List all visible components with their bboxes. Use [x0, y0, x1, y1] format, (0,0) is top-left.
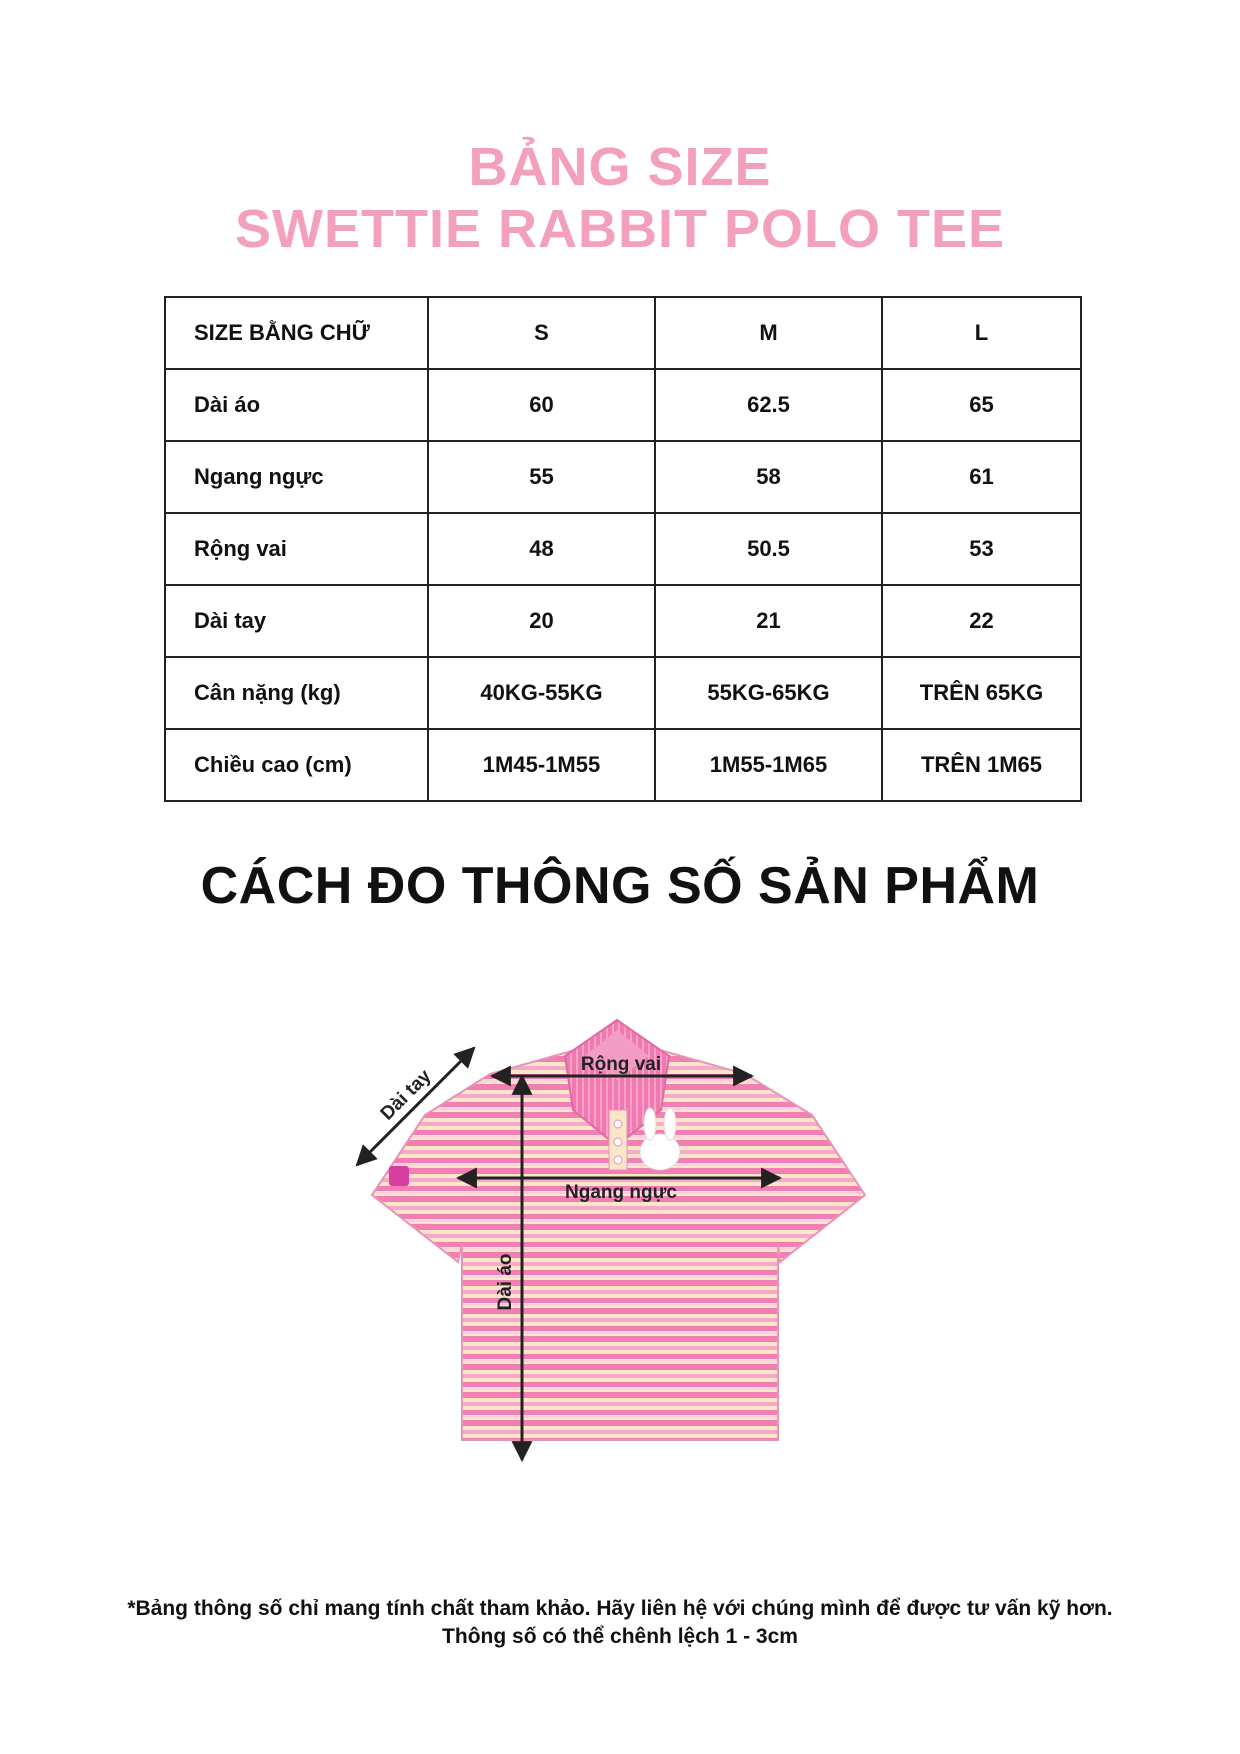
footer-note-line2: Thông số có thể chênh lệch 1 - 3cm	[442, 1625, 798, 1648]
table-row	[165, 657, 1081, 729]
table-row	[165, 585, 1081, 657]
table-cell: Chiều cao (cm)	[165, 729, 428, 801]
chest-label: Ngang ngực	[565, 1182, 677, 1203]
button-icon	[614, 1120, 622, 1128]
table-cell: 65	[882, 369, 1081, 441]
table-header-cell: M	[655, 297, 882, 369]
table-cell: 48	[428, 513, 655, 585]
table-header-cell: L	[882, 297, 1081, 369]
table-cell: 60	[428, 369, 655, 441]
sleeve-badge-icon	[389, 1166, 409, 1186]
table-cell: 55KG-65KG	[655, 657, 882, 729]
table-cell: 20	[428, 585, 655, 657]
table-cell: Ngang ngực	[165, 441, 428, 513]
table-cell: Rộng vai	[165, 513, 428, 585]
table-row	[165, 729, 1081, 801]
length-label: Dài áo	[495, 1253, 516, 1311]
table-header-row	[165, 297, 1081, 369]
table-cell: TRÊN 65KG	[882, 657, 1081, 729]
button-icon	[614, 1156, 622, 1164]
measurement-diagram	[0, 1000, 1240, 1540]
table-cell: 61	[882, 441, 1081, 513]
table-cell: 1M55-1M65	[655, 729, 882, 801]
table-header-cell: SIZE BẰNG CHỮ	[165, 297, 428, 369]
table-cell: Dài áo	[165, 369, 428, 441]
table-cell: 55	[428, 441, 655, 513]
table-header-cell: S	[428, 297, 655, 369]
table-cell: Cân nặng (kg)	[165, 657, 428, 729]
page-title-line2: SWETTIE RABBIT POLO TEE	[234, 199, 1005, 259]
page-title-line1: BẢNG SIZE	[468, 137, 772, 197]
footer-note-line1: *Bảng thông số chỉ mang tính chất tham khảo. Hãy liên hệ với chúng mình để được tư vấn kỹ hơn.	[127, 1597, 1113, 1620]
table-cell: 22	[882, 585, 1081, 657]
table-cell: Dài tay	[165, 585, 428, 657]
table-row	[165, 441, 1081, 513]
table-cell: 62.5	[655, 369, 882, 441]
table-cell: TRÊN 1M65	[882, 729, 1081, 801]
table-cell: 58	[655, 441, 882, 513]
shoulder-label: Rộng vai	[580, 1054, 662, 1075]
button-icon	[614, 1138, 622, 1146]
table-cell: 53	[882, 513, 1081, 585]
table-row	[165, 369, 1081, 441]
table-cell: 50.5	[655, 513, 882, 585]
table-cell: 21	[655, 585, 882, 657]
sleeve-label: Dài tay	[376, 1065, 436, 1125]
table-cell: 1M45-1M55	[428, 729, 655, 801]
measure-section-title: CÁCH ĐO THÔNG SỐ SẢN PHẨM	[200, 857, 1040, 915]
table-row	[165, 513, 1081, 585]
table-cell: 40KG-55KG	[428, 657, 655, 729]
size-table	[164, 296, 1082, 802]
